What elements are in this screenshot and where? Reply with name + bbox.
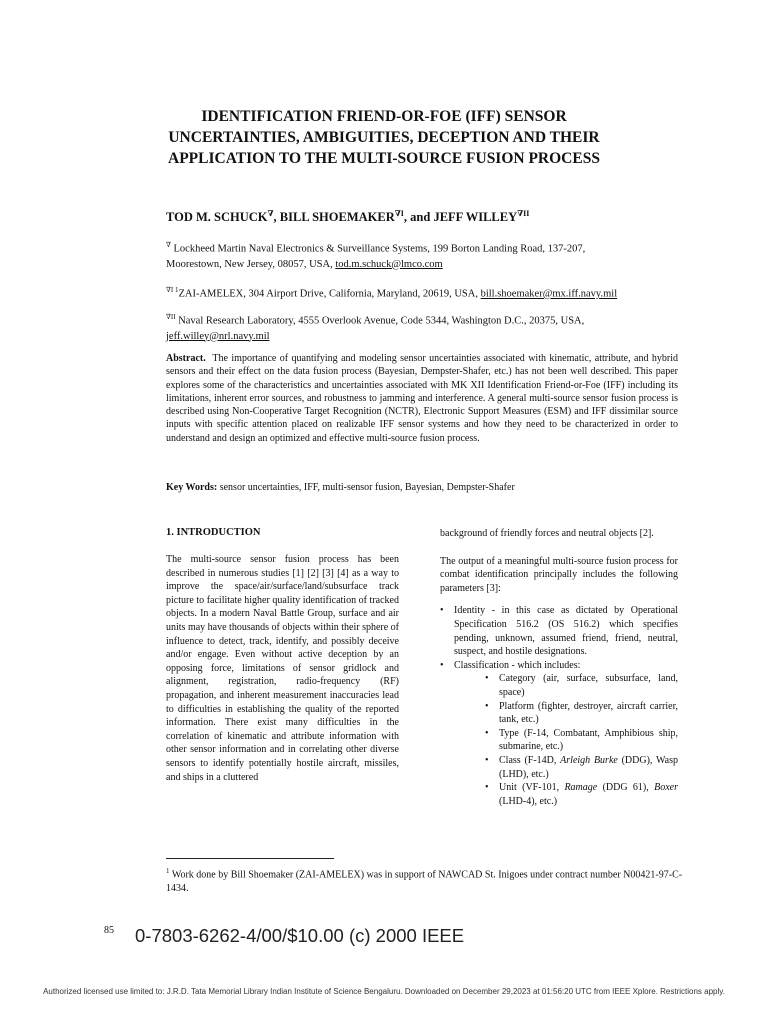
author-list (166, 208, 529, 225)
sub-item-category: • Category (air, surface, subsurface, land, space) (485, 672, 678, 699)
affiliation-3-email[interactable]: jeff.willey@nrl.navy.mil (166, 330, 270, 342)
title-line-3: APPLICATION TO THE MULTI-SOURCE FUSION PROCESS (168, 150, 600, 167)
abstract-text: The importance of quantifying and modeling sensor uncertainties associated with kinematic, attribute, and hybrid sensors and their effect on the data fusion process (Bayesian, Dempster-Shafer, etc.) has not been well described. This paper explores some of the characteristics and uncertainties associated with MK XII Identification Friend-or-Foe (IFF) including its limitations, inherent error sources, and robustness to jamming and interference. A general multi-source sensor fusion process is described using Non-Cooperative Target Recognition (NCTR), Electronic Support Measures (ESM) and IFF dissimilar source inputs with specific attention placed on realizable IFF sensor systems and how they need to be characterized in order to understand and design an optimized and effective multi-source fusion process. (166, 353, 678, 444)
affiliation-3-mark: ∇II (166, 313, 176, 321)
author-1: TOD M. SCHUCK (166, 210, 268, 225)
sub-item-unit-italic-1: Ramage (564, 782, 598, 794)
sub-item-unit-text-mid: (DDG 61), (597, 782, 655, 794)
affiliation-3 (166, 310, 686, 344)
list-item-classification: • Classification - which includes: (440, 659, 678, 673)
sub-item-class-text: Class (F-14D, (499, 754, 561, 766)
keywords-text: sensor uncertainties, IFF, multi-sensor fusion, Bayesian, Dempster-Shafer (219, 482, 515, 493)
affiliation-2-mark: ∇I 1 (166, 286, 179, 294)
intro-paragraph-2: The output of a meaningful multi-source fusion process for combat identification principally includes the following parameters [3]: (440, 555, 678, 594)
affiliation-1-line-2: Moorestown, New Jersey, 08057, USA, (166, 258, 333, 270)
section-heading: 1. INTRODUCTION (166, 527, 261, 538)
affiliation-1-email[interactable]: tod.m.schuck@lmco.com (335, 258, 443, 270)
sub-item-unit-italic-2: Boxer (654, 782, 678, 794)
author-separator: , (273, 210, 280, 225)
right-column (440, 527, 678, 808)
list-item-identity: • Identity - in this case as dictated by Operational Specification 516.2 (OS 516.2) which specifies pending, unknown, assumed friend, friend, neutral, suspect, and hostile designations. (440, 604, 678, 658)
affiliation-2-email[interactable]: bill.shoemaker@mx.iff.navy.mil (480, 288, 618, 300)
license-notice: Authorized licensed use limited to: J.R.D. Tata Memorial Library Indian Institute of Science Bengaluru. Downloaded on December 29,2023 at 01:56:20 UTC from IEEE Xplore. Restrictions apply. (43, 987, 725, 996)
title-line-2: UNCERTAINTIES, AMBIGUITIES, DECEPTION AND THEIR (168, 129, 600, 146)
abstract (166, 352, 678, 445)
footnote-text: Work done by Bill Shoemaker (ZAI-AMELEX) was in support of NAWCAD St. Inigoes under contract number N00421-97-C-1434. (166, 869, 683, 895)
author-1-mark: ∇ (267, 209, 274, 218)
paper-title (120, 106, 648, 169)
abstract-label: Abstract. (166, 353, 206, 364)
intro-paragraph-1-continued: background of friendly forces and neutral objects [2]. (440, 528, 654, 539)
affiliation-1-line-1: Lockheed Martin Naval Electronics & Surveillance Systems, 199 Borton Landing Road, 137-207, (173, 243, 586, 255)
author-2-mark: ∇I (394, 209, 404, 218)
affiliation-1 (166, 238, 686, 272)
keywords-label: Key Words: (166, 482, 218, 493)
ieee-copyright-line: 0-7803-6262-4/00/$10.00 (c) 2000 IEEE (135, 925, 465, 946)
intro-paragraph-1: The multi-source sensor fusion process has been described in numerous studies [1] [2] [3] [4] as a way to improve the space/air/surface/land/subsurface track picture to facilitate higher quality identification of tracked objects. In a modern Naval Battle Group, surface and air units may have thousands of objects within their sphere of influence to detect, track, identify, and possibly deceive and/or engage. Even without active deception by an opposing force, limitations of sensor gridlock and alignment, registration, radio-frequency (RF) propagation, and inherent measurement inaccuracies lead to difficulties in establishing the quality of the reported information. There exist many difficulties in the correlation of kinematic and attribute information with other sensor information and in correlating other diverse sensors to identify potentially hostile aircraft, missiles, and ships in a cluttered (166, 554, 400, 783)
affiliation-3-line-1: Naval Research Laboratory, 4555 Overlook Avenue, Code 5344, Washington D.C., 20375, USA, (178, 315, 585, 327)
sub-item-unit-text-end: (LHD-4), etc.) (499, 795, 558, 807)
author-3: JEFF WILLEY (433, 210, 518, 225)
affiliation-1-mark: ∇ (166, 241, 171, 249)
sub-item-type: • Type (F-14, Combatant, Amphibious ship, submarine, etc.) (485, 727, 678, 754)
author-3-mark: ∇II (517, 209, 530, 218)
left-column (166, 553, 399, 784)
affiliation-2-line-1: ZAI-AMELEX, 304 Airport Drive, California, Maryland, 20619, USA, (178, 288, 478, 300)
footnote-divider (166, 858, 334, 859)
sub-item-class (485, 754, 678, 781)
title-line-1: IDENTIFICATION FRIEND-OR-FOE (IFF) SENSOR (201, 108, 567, 125)
sub-item-unit (485, 781, 678, 808)
sub-item-platform: • Platform (fighter, destroyer, aircraft carrier, tank, etc.) (485, 700, 678, 727)
sub-item-class-text-end: (DDG), Wasp (LHD), etc.) (499, 754, 678, 780)
author-2: BILL SHOEMAKER (279, 210, 395, 225)
page-number: 85 (104, 925, 114, 936)
keywords (166, 482, 515, 493)
footnote-mark: 1 (166, 867, 170, 875)
sub-item-unit-text: Unit (VF-101, (499, 782, 565, 794)
footnote (166, 864, 686, 896)
author-separator: , and (403, 210, 434, 225)
affiliation-2 (166, 283, 686, 302)
sub-item-class-italic: Arleigh Burke (560, 754, 618, 766)
